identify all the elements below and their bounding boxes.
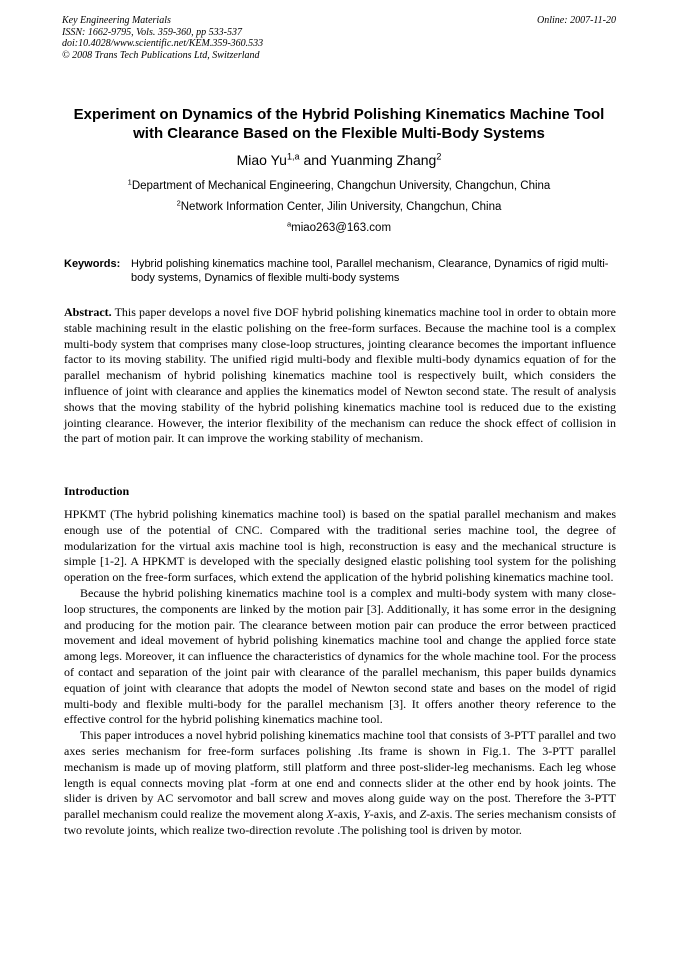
author-conjunction: and [299, 152, 331, 168]
issn-line: ISSN: 1662-9795, Vols. 359-360, pp 533-537 [62, 26, 242, 38]
introduction-heading: Introduction [64, 484, 130, 498]
journal-header [62, 15, 616, 61]
author-2: Yuanming Zhang [330, 152, 437, 168]
affiliation-email [60, 221, 618, 235]
affiliation-1 [60, 179, 618, 193]
affiliation-1-marker: 1 [127, 177, 132, 187]
author-1: Miao Yu [236, 152, 287, 168]
affiliation-2 [60, 200, 618, 214]
author-2-superscript: 2 [436, 151, 442, 162]
affiliation-2-marker: 2 [176, 198, 181, 208]
online-date: Online: 2007-11-20 [537, 15, 616, 26]
affiliation-1-text: Department of Mechanical Engineering, Changchun University, Changchun, China [131, 180, 551, 192]
y-axis-symbol: Y [363, 807, 370, 822]
copyright-line: © 2008 Trans Tech Publications Ltd, Switzerland [62, 49, 260, 61]
introduction-body [64, 507, 616, 839]
affiliation-2-text: Network Information Center, Jilin University, Changchun, China [180, 201, 502, 213]
intro-p3-part-d: -axis. The series mechanism consists of two revolute joints, which realize two-direction revolute .The polishing tool is driven by motor. [64, 807, 617, 837]
abstract-text: This paper develops a novel five DOF hybrid polishing kinematics machine tool in order to obtain more stable machining result in the elastic polishing on the free-form surfaces. Because the machine tool is a complex multi-body system that comprises many close-loop structures, jointing clearance becomes the important influence factor to its moving stability. The unified rigid multi-body and flexible multi-body dynamics equation of for the parallel mechanism of hybrid polishing kinematics machine tool is respectively built, which considers the influence of joint with clearance and applies the kinematics model of Newton second state. The result of analysis shows that the moving stability of the hybrid polishing kinematics machine tool is reduced due to the existing jointing clearance. However, the interior flexibility of the mechanism can reduce the shock effect of collision in the part of motion pair. It can improve the working stability of mechanism. [64, 305, 616, 446]
z-axis-symbol: Z [419, 807, 427, 822]
email-marker: a [286, 219, 292, 229]
doi-line: doi:10.4028/www.scientific.net/KEM.359-360.533 [62, 38, 264, 49]
keywords-text: Hybrid polishing kinematics machine tool, Parallel mechanism, Clearance, Dynamics of rigid multi-body systems, Dynamics of flexible multi-body systems [131, 258, 609, 284]
journal-name: Key Engineering Materials [62, 15, 171, 26]
intro-paragraph-2: Because the hybrid polishing kinematics machine tool is a complex and multi-body system with many close-loop structures, the components are linked by the motion pair [3]. Additionally, it has some error in the designing and producing for the motion pair. The clearance between motion pair can produce the error between practiced movement and ideal movement of hybrid polishing kinematics machine tool and change the applied force state among legs. Moreover, it can influence the characteristics of dynamics for the whole machine tool. For the process of contact and separation of the joint pair with clearance of the parallel mechanism, this paper builds dynamics equation of joint with clearance that adopts the model of Newton second state and bases on the model of rigid multi-body and flexible multi-body for the parallel mechanism [3]. It offers another theory reference to the effective control for the hybrid polishing kinematics machine tool. [64, 585, 616, 727]
author-line [60, 151, 618, 169]
intro-p3-part-b: -axis, [333, 807, 364, 822]
author-1-superscript: 1,a [286, 151, 300, 162]
keywords-label: Keywords: [64, 258, 121, 270]
x-axis-symbol: X [326, 807, 334, 822]
abstract-label: Abstract. [64, 305, 112, 319]
intro-paragraph-3 [64, 728, 616, 839]
email-address[interactable]: miao263@163.com [291, 222, 392, 234]
intro-paragraph-1: HPKMT (The hybrid polishing kinematics machine tool) is based on the spatial parallel mechanism and makes enough use of the potential of CNC. Compared with the traditional series machine tool, the degree of modularization for the virtual axis machine tool is high, reconstruction is easy and the mechanical structure is simple [1-2]. A HPKMT is developed with the specially designed elastic polishing tool system for the polishing operation on the free-form surfaces, which extend the application of the hybrid polishing kinematics machine tool. [64, 507, 616, 585]
abstract-paragraph [64, 305, 616, 447]
intro-p3-part-a: This paper introduces a novel hybrid polishing kinematics machine tool that consists of 3-PTT parallel and two axes series mechanism for free-form surfaces polishing .Its frame is shown in Fig.1. The 3-PTT parallel mechanism is made up of moving platform, still platform and three post-slider-leg mechanisms. Each leg whose length is equal connects moving plat -form at one end and connects slider at the other end by hook joints. The slider is driven by AC servomotor and ball screw and moves along guide way on the post. Therefore the 3-PTT parallel mechanism could realize the movement along [64, 728, 616, 822]
paper-title: Experiment on Dynamics of the Hybrid Polishing Kinematics Machine Tool with Clearance Based on the Flexible Multi-Body Systems [73, 106, 605, 142]
intro-p3-part-c: -axis, and [369, 807, 420, 822]
keywords-block [64, 257, 616, 285]
